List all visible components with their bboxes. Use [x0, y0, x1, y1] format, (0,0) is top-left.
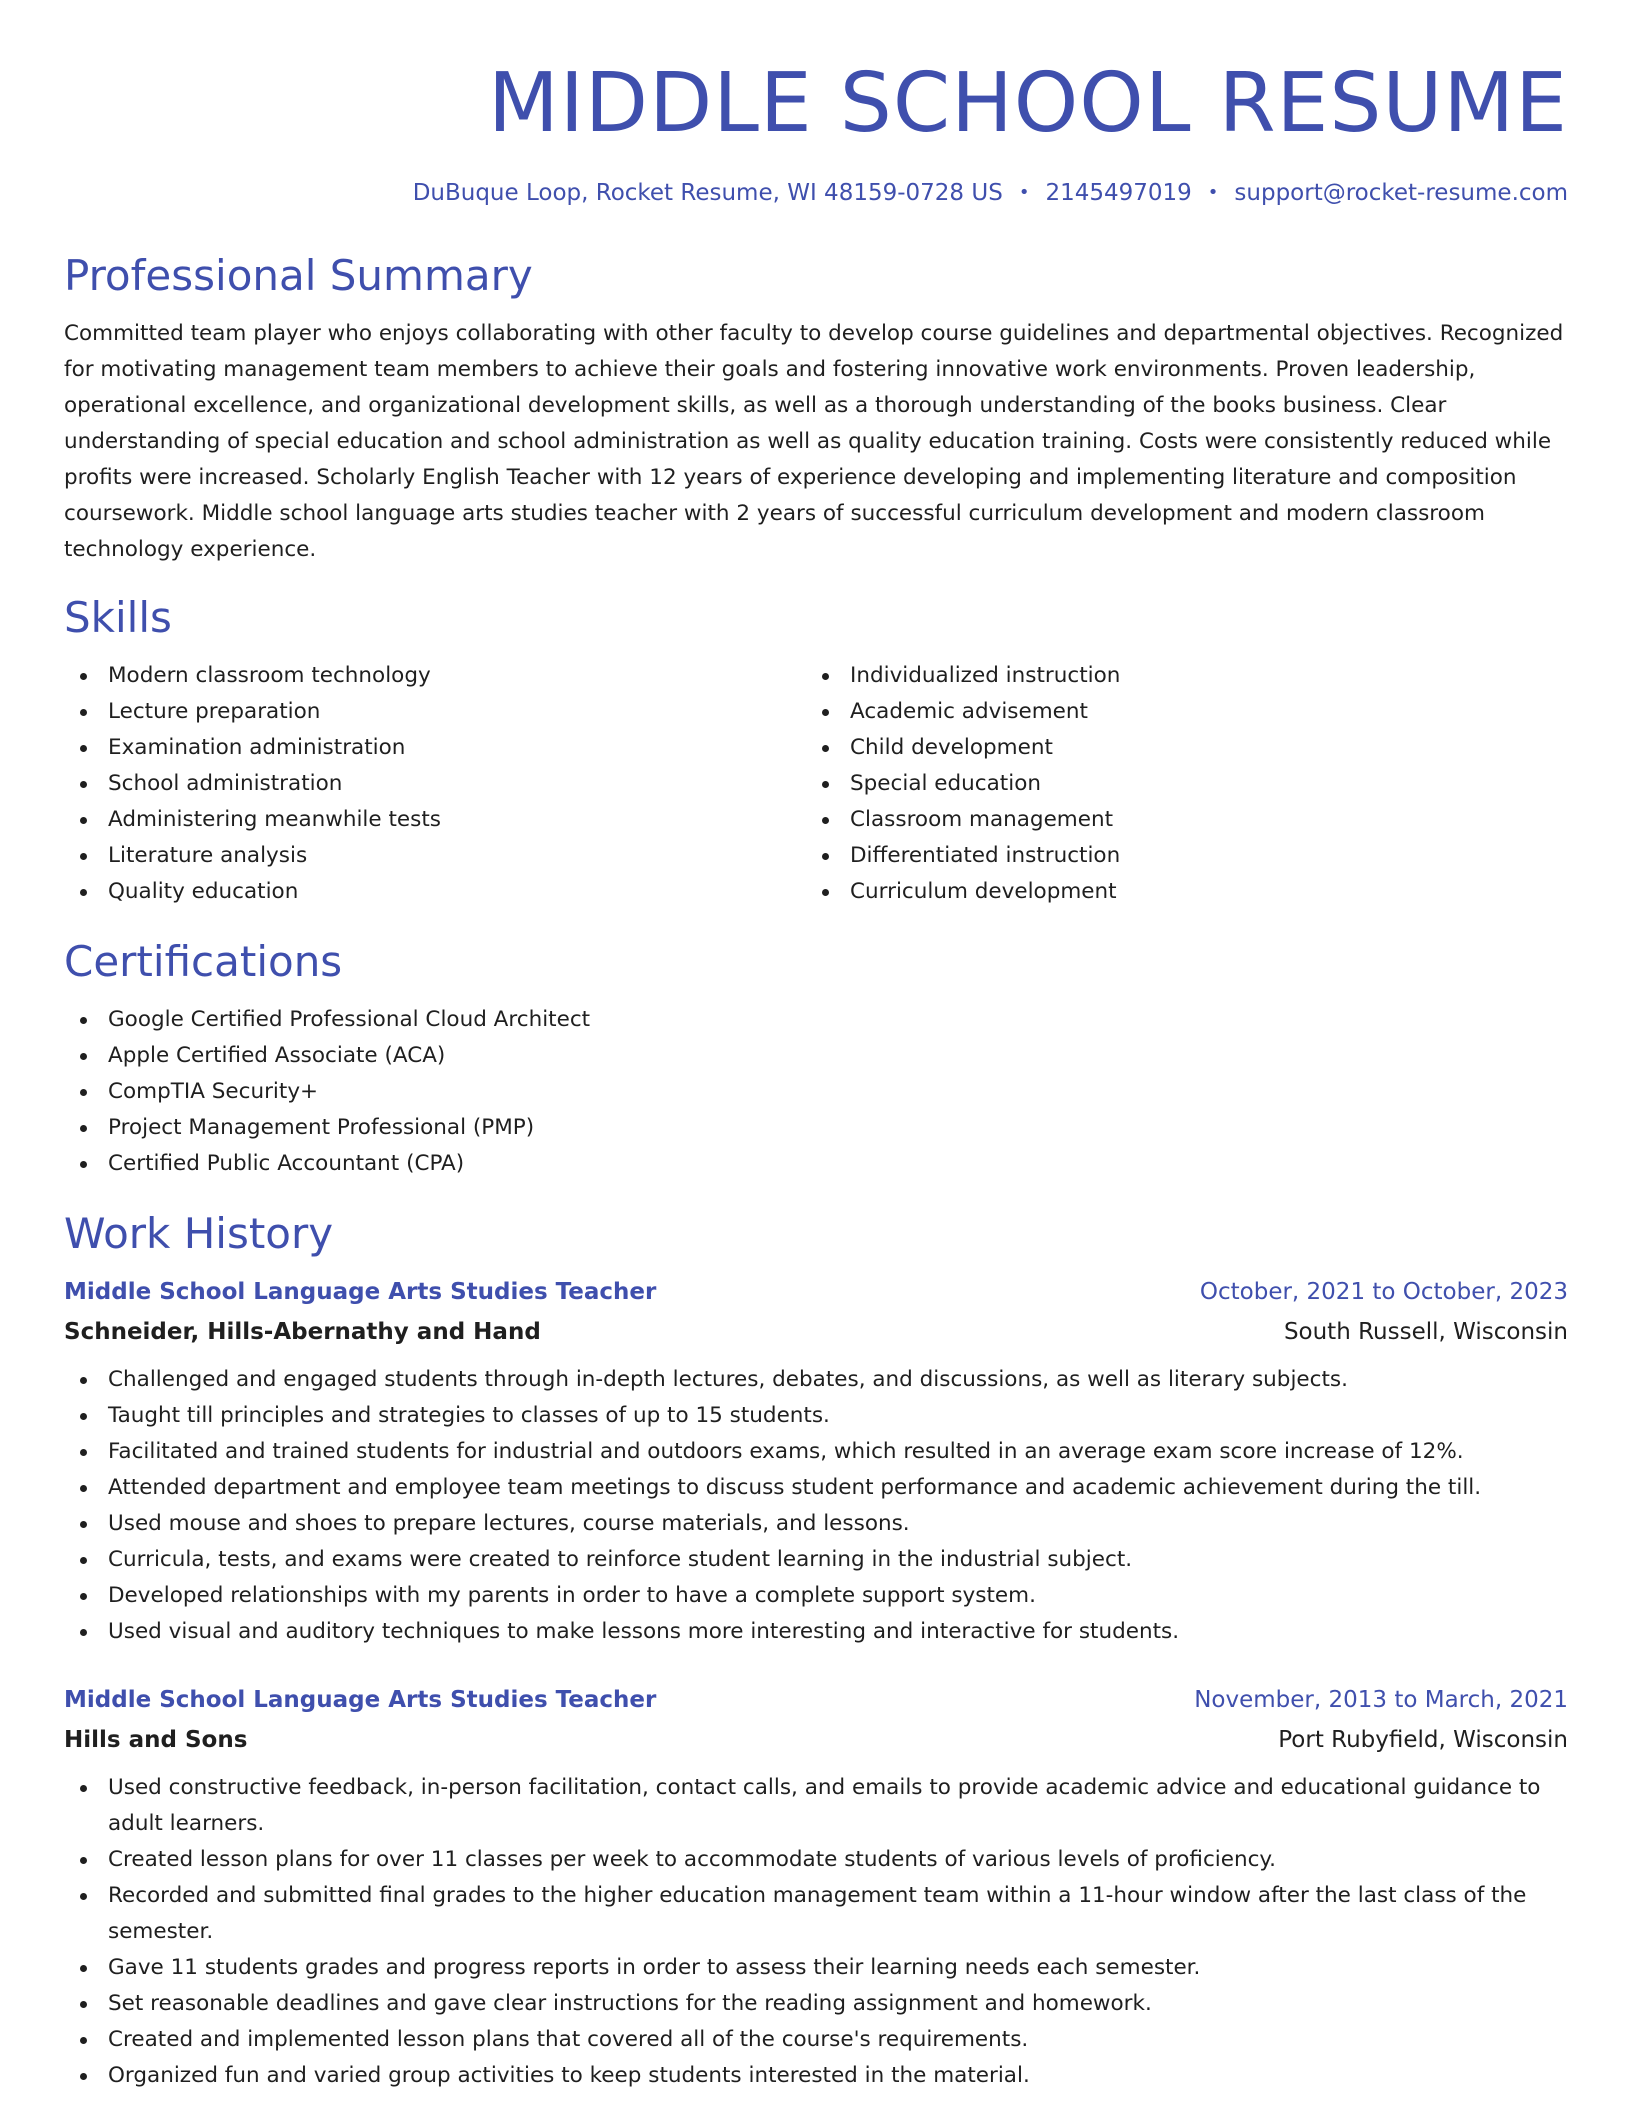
job-company: Schneider, Hills-Abernathy and Hand: [64, 1319, 541, 1345]
job-bullet: Facilitated and trained students for industrial and outdoors exams, which resulted in an average exam score increase of 12%.: [64, 1434, 1568, 1470]
job-location: Port Rubyfield, Wisconsin: [1278, 1727, 1568, 1753]
job-bullet: Used constructive feedback, in-person facilitation, contact calls, and emails to provide academic advice and educational guidance to adult learners.: [64, 1770, 1568, 1842]
job-company-row: [64, 1718, 1568, 1758]
job-dates: November, 2013 to March, 2021: [1194, 1687, 1568, 1713]
job-title: Middle School Language Arts Studies Teacher: [64, 1687, 657, 1713]
job-bullet: Curricula, tests, and exams were created to reinforce student learning in the industrial subject.: [64, 1542, 1568, 1578]
job-bullet: Gave 11 students grades and progress reports in order to assess their learning needs each semester.: [64, 1950, 1568, 1986]
job-bullet: Set reasonable deadlines and gave clear instructions for the reading assignment and homework.: [64, 1986, 1568, 2022]
resume-page: [64, 0, 1568, 2094]
skills-list-left: [64, 658, 806, 910]
job-bullet: Attended department and employee team meetings to discuss student performance and academic achievement during the till.: [64, 1470, 1568, 1506]
resume-title: MIDDLE SCHOOL RESUME: [488, 56, 1568, 151]
contact-address: DuBuque Loop, Rocket Resume, WI 48159-0728 US: [412, 180, 1003, 206]
job-dates: October, 2021 to October, 2023: [1199, 1279, 1568, 1305]
job-title-row: [64, 1682, 1568, 1718]
job-title: Middle School Language Arts Studies Teacher: [64, 1279, 657, 1305]
contact-phone: 2145497019: [1045, 180, 1192, 206]
job-company-row: [64, 1310, 1568, 1350]
job-bullets: [64, 1362, 1568, 1650]
job-entry: [64, 1682, 1568, 2094]
contact-line: [64, 178, 1568, 208]
skill-item: Curriculum development: [806, 874, 1548, 910]
job-bullet: Used mouse and shoes to prepare lectures, course materials, and lessons.: [64, 1506, 1568, 1542]
skill-item: Modern classroom technology: [64, 658, 806, 694]
job-bullet: Developed relationships with my parents in order to have a complete support system.: [64, 1578, 1568, 1614]
certification-item: CompTIA Security+: [64, 1074, 1568, 1110]
job-bullet: Used visual and auditory techniques to make lessons more interesting and interactive for students.: [64, 1614, 1568, 1650]
job-bullet: Created and implemented lesson plans that covered all of the course's requirements.: [64, 2022, 1568, 2058]
skill-item: Literature analysis: [64, 838, 806, 874]
job-location: South Russell, Wisconsin: [1283, 1319, 1568, 1345]
contact-email[interactable]: support@rocket-resume.com: [1234, 180, 1568, 206]
skill-item: Lecture preparation: [64, 694, 806, 730]
contact-separator: •: [1018, 182, 1030, 203]
job-entry: [64, 1274, 1568, 1650]
skill-item: Examination administration: [64, 730, 806, 766]
skill-item: Administering meanwhile tests: [64, 802, 806, 838]
skills-heading: Skills: [64, 593, 172, 642]
job-bullet: Created lesson plans for over 11 classes per week to accommodate students of various levels of proficiency.: [64, 1842, 1568, 1878]
summary-heading: Professional Summary: [64, 251, 533, 300]
certification-item: Certified Public Accountant (CPA): [64, 1146, 1568, 1182]
certifications-heading: Certifications: [64, 937, 343, 986]
job-bullet: Taught till principles and strategies to classes of up to 15 students.: [64, 1398, 1568, 1434]
skill-item: Special education: [806, 766, 1548, 802]
skill-item: Differentiated instruction: [806, 838, 1548, 874]
certification-item: Google Certified Professional Cloud Architect: [64, 1002, 1568, 1038]
job-bullets: [64, 1770, 1568, 2094]
skill-item: Academic advisement: [806, 694, 1548, 730]
certification-item: Apple Certified Associate (ACA): [64, 1038, 1568, 1074]
job-bullet: Challenged and engaged students through in-depth lectures, debates, and discussions, as well as literary subjects.: [64, 1362, 1568, 1398]
job-bullet: Organized fun and varied group activities to keep students interested in the material.: [64, 2058, 1568, 2094]
skill-item: Child development: [806, 730, 1548, 766]
job-company: Hills and Sons: [64, 1727, 248, 1753]
skill-item: Quality education: [64, 874, 806, 910]
summary-text: Committed team player who enjoys collaborating with other faculty to develop course guidelines and departmental objectives. Recognized for motivating management team members to achieve their goals and fostering innovative work environments. Proven leadership, operational excellence, and organizational development skills, as well as a thorough understanding of the books business. Clear understanding of special education and school administration as well as quality education training. Costs were consistently reduced while profits were increased. Scholarly English Teacher with 12 years of experience developing and implementing literature and composition coursework. Middle school language arts studies teacher with 2 years of successful curriculum development and modern classroom technology experience.: [64, 321, 1564, 562]
certification-item: Project Management Professional (PMP): [64, 1110, 1568, 1146]
skill-item: School administration: [64, 766, 806, 802]
skill-item: Individualized instruction: [806, 658, 1548, 694]
job-title-row: [64, 1274, 1568, 1310]
skill-item: Classroom management: [806, 802, 1548, 838]
skills-grid: [64, 658, 1568, 910]
job-bullet: Recorded and submitted final grades to the higher education management team within a 11-hour window after the last class of the semester.: [64, 1878, 1568, 1950]
work-history-heading: Work History: [64, 1209, 334, 1258]
contact-separator: •: [1207, 182, 1219, 203]
certifications-list: [64, 1002, 1568, 1182]
skills-list-right: [806, 658, 1548, 910]
